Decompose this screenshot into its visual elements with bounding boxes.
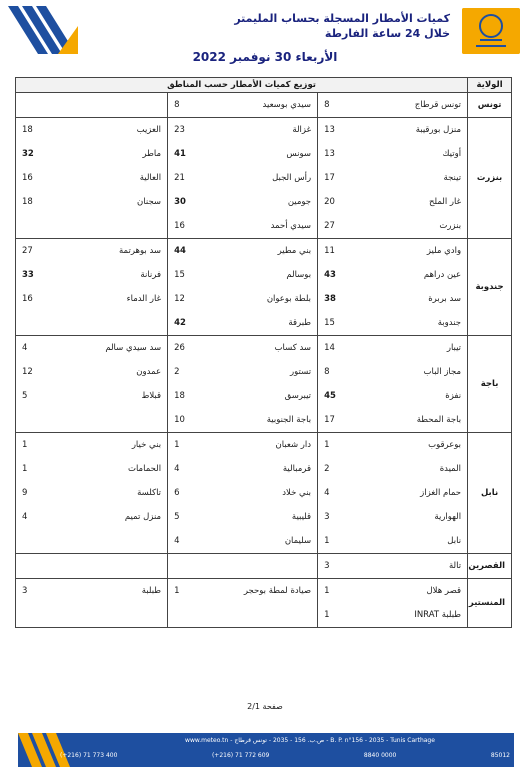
table-row [16,336,512,361]
table-row [16,505,512,529]
rainfall-value: 1 [16,457,56,481]
governorate-cell: بنزرت [468,118,512,239]
rainfall-value: 8 [168,93,208,118]
station-name: باجة المحطة [358,408,468,433]
station-name: بوسالم [286,270,312,280]
station-name: قصر هلال [358,579,468,604]
rainfall-value: 3 [318,505,358,529]
table-row [16,190,512,214]
rainfall-value: 18 [16,190,56,214]
rainfall-value: 33 [16,263,56,287]
rainfall-value: 17 [318,166,358,190]
table-row [16,239,512,264]
rainfall-value: 20 [318,190,358,214]
station-name: سد كساب [208,336,318,361]
governorate-cell: تونس [468,93,512,118]
rainfall-value: 41 [168,142,208,166]
rainfall-value: 15 [318,311,358,336]
governorate-column-header: الولاية [468,78,512,93]
station-name [56,214,168,239]
footer-stripes-icon [18,733,88,767]
station-name: تيبار [358,336,468,361]
rainfall-value: 1 [168,579,208,604]
station-name [56,554,168,579]
table-row [16,481,512,505]
rainfall-value: 8 [318,93,358,118]
title-block [234,12,450,40]
rainfall-value [16,93,56,118]
station-name [56,93,168,118]
station-name: رأس الجبل [272,173,312,183]
rainfall-value: 1 [318,529,358,554]
station-name: جندوبة [358,311,468,336]
station-name: مجاز الباب [423,367,462,377]
station-name: بنزرت [358,214,468,239]
rainfall-value [16,311,56,336]
table-row [16,142,512,166]
rainfall-value: 32 [16,142,56,166]
governorate-cell: جندوبة [468,239,512,336]
station-name: طبلبة [56,579,168,604]
rainfall-value: 27 [16,239,56,264]
station-name: العزيب [56,118,168,143]
station-name: الميدة [439,464,462,474]
table-row [16,263,512,287]
station-name: الهوارية [434,512,462,522]
rainfall-table [15,77,512,628]
table-row [16,360,512,384]
station-name: سليمان [208,529,318,554]
distribution-column-header: توزيع كميات الأمطار حسب المناطق [16,78,468,93]
station-name: سيدي بوسعيد [208,93,318,118]
rainfall-value: 4 [168,529,208,554]
table-row [16,384,512,408]
station-name: وادي مليز [358,239,468,264]
station-name: عين دراهم [423,270,462,280]
station-name: صيادة لمطة بوحجر [208,579,318,604]
station-name: بني مطير [208,239,318,264]
station-name [56,603,168,628]
station-name: باجة الجنوبية [208,408,318,433]
rainfall-value: 13 [318,142,358,166]
page-number: صفحة 2/1 [247,702,283,711]
governorate-cell: القصرين [468,554,512,579]
rainfall-value: 4 [16,505,56,529]
rainfall-value: 18 [168,384,208,408]
station-name: بلطة بوعوان [266,294,312,304]
table-row [16,166,512,190]
rainfall-value: 16 [16,287,56,311]
rainfall-value [16,408,56,433]
station-name: نفزة [445,391,462,401]
rainfall-value: 1 [168,433,208,458]
rainfall-value: 6 [168,481,208,505]
station-name [208,603,318,628]
rainfall-value: 5 [16,384,56,408]
report-date: الأربعاء 30 نوفمبر 2022 [192,50,338,64]
rainfall-value [16,214,56,239]
rainfall-value: 44 [168,239,208,264]
station-name: منزل بورقيبة [358,118,468,143]
station-name: تاكلسة [137,488,162,498]
rainfall-value: 4 [16,336,56,361]
station-name: جومين [287,197,312,207]
station-name: طبرقة [208,311,318,336]
station-name: سونس [286,149,312,159]
rainfall-value: 11 [318,239,358,264]
station-name: قبلاط [141,391,162,401]
station-name: تينجة [443,173,462,183]
station-name: قليبية [291,512,312,522]
governorate-cell: المنستير [468,579,512,628]
station-name: أوتيك [442,149,462,159]
station-name: تستور [290,367,312,377]
station-name: تونس قرطاج [358,93,468,118]
rainfall-value: 1 [318,433,358,458]
station-name [56,311,168,336]
station-name: بني خلاد [282,488,312,498]
governorate-cell: نابل [468,433,512,554]
station-name: حمام الغزاز [420,488,462,498]
station-name: العالية [139,173,162,183]
station-name: غزالة [208,118,318,143]
rainfall-value: 12 [168,287,208,311]
institute-logo-icon [462,8,520,54]
footer-contacts [60,752,510,759]
footer-address: B. P. n°156 - 2035 - Tunis Carthage - ص.ب. 156 - 2035 - تونس قرطاج - www.meteo.tn [185,737,435,744]
station-name [56,408,168,433]
rainfall-value: 1 [16,433,56,458]
table-header-row [16,78,512,93]
rainfall-value: 15 [168,263,208,287]
rainfall-value: 23 [168,118,208,143]
station-name: عمدون [136,367,162,377]
rainfall-value: 42 [168,311,208,336]
station-name [56,529,168,554]
rainfall-value: 5 [168,505,208,529]
table-row [16,603,512,628]
table-row [16,408,512,433]
table-row [16,311,512,336]
station-name: بني خيار [56,433,168,458]
station-name: سجنان [137,197,162,207]
rainfall-value: 38 [318,287,358,311]
rainfall-value [168,603,208,628]
station-name: سد بربرة [428,294,462,304]
page-title: كميات الأمطار المسجلة بحساب المليمتر [234,12,450,25]
station-name: الحمامات [127,464,162,474]
station-name: بوعرقوب [358,433,468,458]
table-row [16,93,512,118]
page-subtitle: خلال 24 ساعة الفارطة [324,27,450,40]
governorate-cell: باجة [468,336,512,433]
rainfall-value [168,554,208,579]
station-name: نابل [358,529,468,554]
rainfall-value: 26 [168,336,208,361]
rainfall-value: 16 [168,214,208,239]
rainfall-value: 4 [318,481,358,505]
rainfall-value: 2 [318,457,358,481]
rainfall-value: 1 [318,603,358,628]
station-name: تالة [358,554,468,579]
station-name: سيدي أحمد [208,214,318,239]
rainfall-value: 45 [318,384,358,408]
rainfall-value: 12 [16,360,56,384]
rainfall-value: 17 [318,408,358,433]
station-name: سد سيدي سالم [56,336,168,361]
rainfall-value: 2 [168,360,208,384]
rainfall-value: 13 [318,118,358,143]
footer-phone-2: (+216) 71 772 609 [211,752,270,759]
rainfall-value [16,529,56,554]
station-name [208,554,318,579]
footer-phone-1: (+216) 71 773 400 [60,752,118,759]
rainfall-value: 9 [16,481,56,505]
rainfall-value: 43 [318,263,358,287]
footer-phone-3: 8840 0000 [363,752,397,759]
station-name: غار الملح [429,197,462,207]
rainfall-value: 3 [318,554,358,579]
footer-phone-4: 85012 [490,752,510,759]
rainfall-value: 10 [168,408,208,433]
table-row [16,214,512,239]
table-row [16,287,512,311]
rainfall-value: 30 [168,190,208,214]
station-name: طبلبة INRAT [358,603,468,628]
rainfall-value: 27 [318,214,358,239]
stripes-logo-icon [8,6,78,54]
table-row [16,529,512,554]
rainfall-value: 4 [168,457,208,481]
table-row [16,457,512,481]
rainfall-value: 8 [318,360,358,384]
rainfall-value: 1 [318,579,358,604]
rainfall-value: 14 [318,336,358,361]
table-row [16,554,512,579]
station-name: دار شعبان [208,433,318,458]
station-name: فرنانة [140,270,162,280]
rainfall-value: 21 [168,166,208,190]
page-header [0,0,530,70]
station-name: ماطر [142,149,162,159]
station-name: تيبرسق [284,391,312,401]
rainfall-value: 3 [16,579,56,604]
station-name: غار الدماء [126,294,162,304]
rainfall-value: 16 [16,166,56,190]
table-row [16,433,512,458]
rainfall-value: 18 [16,118,56,143]
rainfall-value [16,603,56,628]
table-row [16,579,512,604]
station-name: منزل تميم [124,512,162,522]
station-name: سد بوهرتمة [56,239,168,264]
table-row [16,118,512,143]
rainfall-value [16,554,56,579]
station-name: قرمبالية [282,464,312,474]
